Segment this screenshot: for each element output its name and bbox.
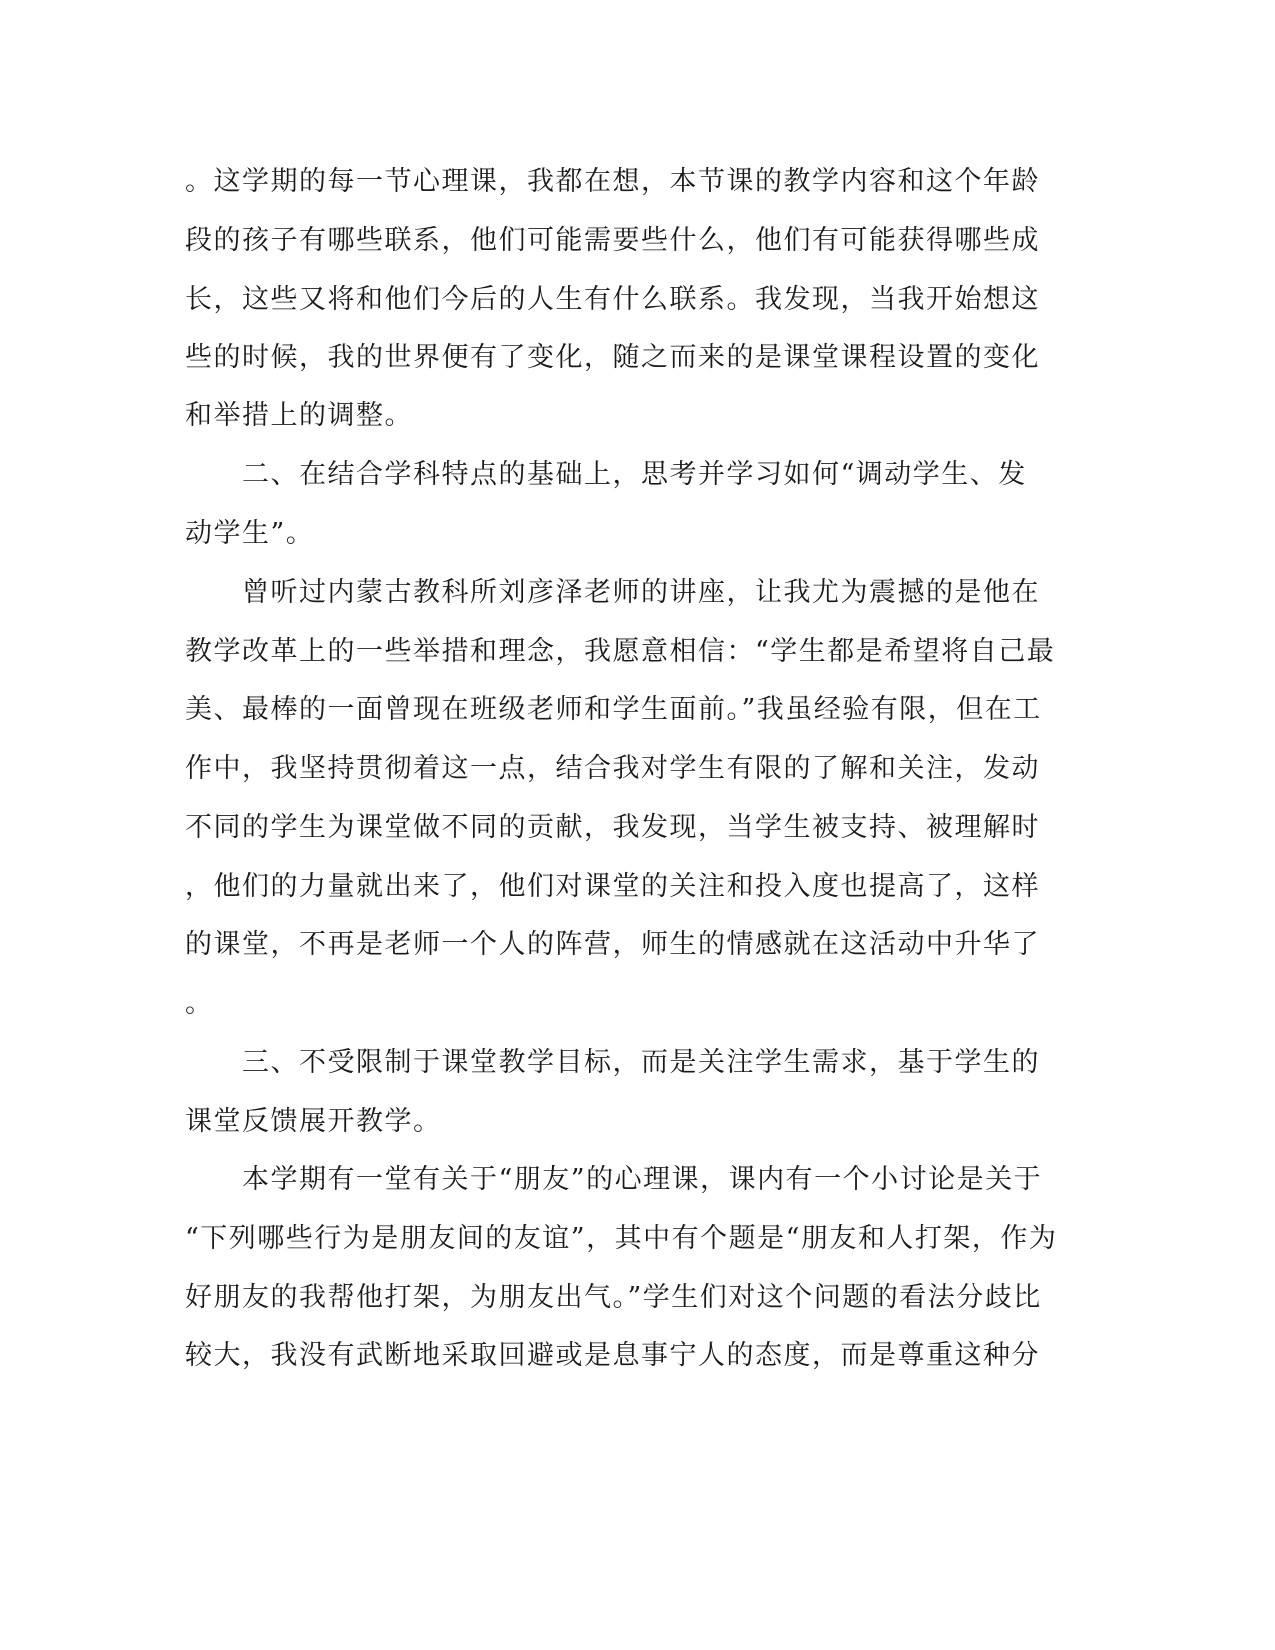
text-line: 本学期有一堂有关于“朋友”的心理课，课内有一个小讨论是关于 bbox=[185, 1164, 1043, 1195]
text-line: 好朋友的我帮他打架，为朋友出气。”学生们对这个问题的看法分歧比 bbox=[185, 1282, 1042, 1313]
text-line: 二、在结合学科特点的基础上，思考并学习如何“调动学生、发 bbox=[185, 459, 1027, 490]
text-line: 。 bbox=[185, 988, 214, 1019]
text-line: 的课堂，不再是老师一个人的阵营，师生的情感就在这活动中升华了 bbox=[185, 929, 1040, 960]
text-line: 动学生”。 bbox=[185, 518, 315, 549]
text-line: 长，这些又将和他们今后的人生有什么联系。我发现，当我开始想这 bbox=[185, 284, 1040, 315]
text-line: 美、最棒的一面曾现在班级老师和学生面前。”我虽经验有限，但在工 bbox=[185, 694, 1042, 725]
text-line: 不同的学生为课堂做不同的贡献，我发现，当学生被支持、被理解时 bbox=[185, 812, 1040, 843]
text-line: ，他们的力量就出来了，他们对课堂的关注和投入度也提高了，这样 bbox=[185, 871, 1040, 902]
text-line: 和举措上的调整。 bbox=[185, 400, 413, 431]
text-line: 。这学期的每一节心理课，我都在想，本节课的教学内容和这个年龄 bbox=[185, 166, 1040, 197]
text-line: “下列哪些行为是朋友间的友谊”，其中有个题是“朋友和人打架，作为 bbox=[185, 1223, 1058, 1254]
text-line: 教学改革上的一些举措和理念，我愿意相信：“学生都是希望将自己最 bbox=[185, 636, 1056, 667]
text-line: 课堂反馈展开教学。 bbox=[185, 1106, 442, 1137]
text-line: 较大，我没有武断地采取回避或是息事宁人的态度，而是尊重这种分 bbox=[185, 1340, 1040, 1371]
text-line: 段的孩子有哪些联系，他们可能需要些什么，他们有可能获得哪些成 bbox=[185, 225, 1040, 256]
text-line: 作中，我坚持贯彻着这一点，结合我对学生有限的了解和关注，发动 bbox=[185, 753, 1040, 784]
text-line: 三、不受限制于课堂教学目标，而是关注学生需求，基于学生的 bbox=[185, 1047, 1040, 1078]
text-line: 曾听过内蒙古教科所刘彦泽老师的讲座，让我尤为震撼的是他在 bbox=[185, 577, 1040, 608]
text-line: 些的时候，我的世界便有了变化，随之而来的是课堂课程设置的变化 bbox=[185, 342, 1040, 373]
